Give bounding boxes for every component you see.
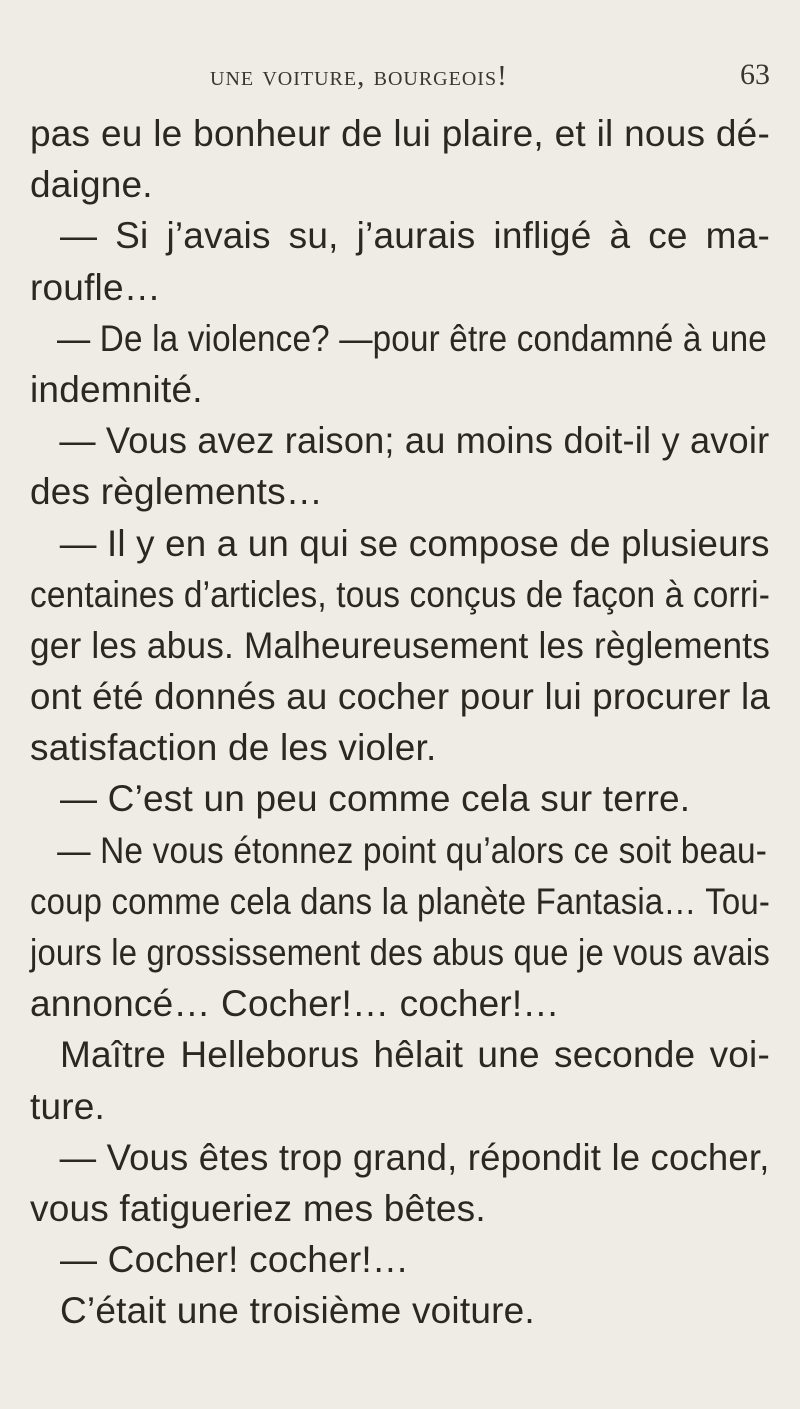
text-line: pas eu le bonheur de lui plaire, et il nous dé- [30, 113, 770, 154]
text-line: — C’est un peu comme cela sur terre. [60, 778, 691, 820]
text-line: daigne. [30, 164, 153, 206]
text-line: — Si j’avais su, j’aurais infligé à ce ma- [60, 215, 770, 257]
text-line: vous fatigueriez mes bêtes. [30, 1187, 486, 1229]
text-line: — Ne vous étonnez point qu’alors ce soit beau- [57, 829, 768, 871]
text-line: Maître Helleborus hêlait une seconde voi- [60, 1034, 770, 1076]
body-text [30, 108, 770, 1337]
text-line: centaines d’articles, tous conçus de façon à corri- [30, 573, 771, 615]
text-line: — Vous êtes trop grand, répondit le cocher, [59, 1136, 770, 1178]
text-line: ger les abus. Malheureusement les règlements [30, 624, 771, 666]
text-line: ture. [30, 1085, 106, 1127]
text-line: — De la violence? —pour être condamné à une [56, 317, 767, 359]
text-line: satisfaction de les violer. [30, 727, 437, 769]
text-line: C’était une troisième voiture. [60, 1290, 535, 1332]
text-line: annoncé… Cocher!… cocher!… [30, 983, 560, 1025]
text-line: indemnité. [30, 368, 203, 410]
text-line: coup comme cela dans la planète Fantasia… Tou- [30, 880, 771, 922]
text-line: jours le grossissement des abus que je vous avais [30, 932, 770, 973]
text-line: — Il y en a un qui se compose de plusieurs [59, 522, 770, 564]
running-header [0, 60, 800, 100]
page-number: 63 [740, 58, 770, 91]
text-line: ont été donnés au cocher pour lui procurer la [30, 676, 770, 718]
text-line: des règlements… [30, 471, 323, 513]
running-title: une voiture, bourgeois! [210, 60, 508, 92]
text-line: — Vous avez raison; au moins doit-il y avoir [59, 420, 770, 462]
text-line: roufle… [30, 266, 161, 308]
text-line: — Cocher! cocher!… [60, 1239, 410, 1281]
